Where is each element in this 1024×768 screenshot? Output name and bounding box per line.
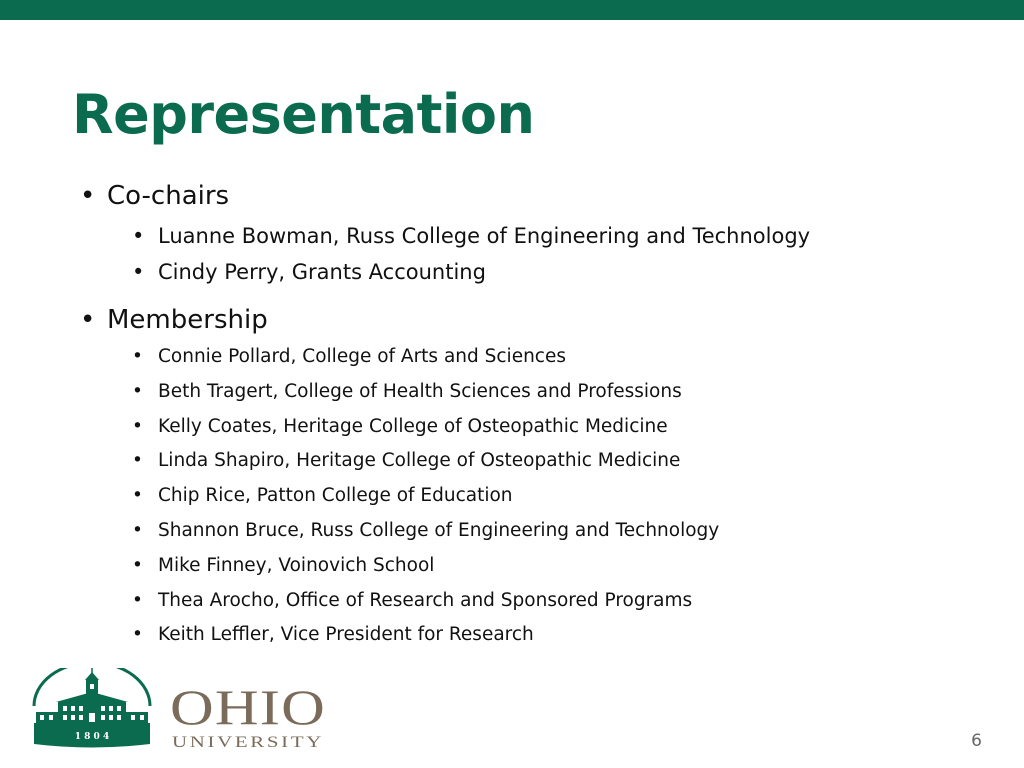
co-chair-item: • Cindy Perry, Grants Accounting bbox=[132, 254, 980, 290]
member-item: • Linda Shapiro, Heritage College of Osteopathic Medicine bbox=[132, 444, 980, 479]
logo-year: 1 8 0 4 bbox=[74, 732, 110, 742]
co-chair-item: • Luanne Bowman, Russ College of Engineering and Technology bbox=[132, 218, 980, 254]
bullet-co-chairs bbox=[80, 176, 980, 216]
top-accent-bar bbox=[0, 0, 1024, 20]
membership-sublist-wrapper bbox=[80, 340, 980, 653]
membership-list bbox=[80, 340, 980, 653]
member-item: • Keith Leffler, Vice President for Research bbox=[132, 618, 980, 653]
logo-wordmark: OHIO bbox=[170, 679, 326, 735]
member-item: • Connie Pollard, College of Arts and Sciences bbox=[132, 340, 980, 375]
co-chairs-heading: Co-chairs bbox=[107, 181, 230, 211]
ohio-university-logo bbox=[30, 668, 330, 752]
member-item: • Thea Arocho, Office of Research and Sponsored Programs bbox=[132, 584, 980, 619]
page-number: 6 bbox=[971, 731, 982, 751]
member-item: • Mike Finney, Voinovich School bbox=[132, 549, 980, 584]
co-chairs-sublist-wrapper bbox=[80, 218, 980, 290]
cutler-hall-seal-icon bbox=[34, 668, 150, 748]
slide-title: Representation bbox=[72, 83, 535, 146]
member-item: • Shannon Bruce, Russ College of Engineering and Technology bbox=[132, 514, 980, 549]
membership-heading: Membership bbox=[107, 305, 268, 335]
co-chairs-list bbox=[80, 218, 980, 290]
bullet-list bbox=[80, 176, 980, 653]
member-item: • Beth Tragert, College of Health Sciences and Professions bbox=[132, 375, 980, 410]
member-item: • Kelly Coates, Heritage College of Osteopathic Medicine bbox=[132, 410, 980, 445]
logo-subtitle: UNIVERSITY bbox=[172, 734, 324, 751]
bullet-membership bbox=[80, 300, 980, 340]
member-item: • Chip Rice, Patton College of Education bbox=[132, 479, 980, 514]
